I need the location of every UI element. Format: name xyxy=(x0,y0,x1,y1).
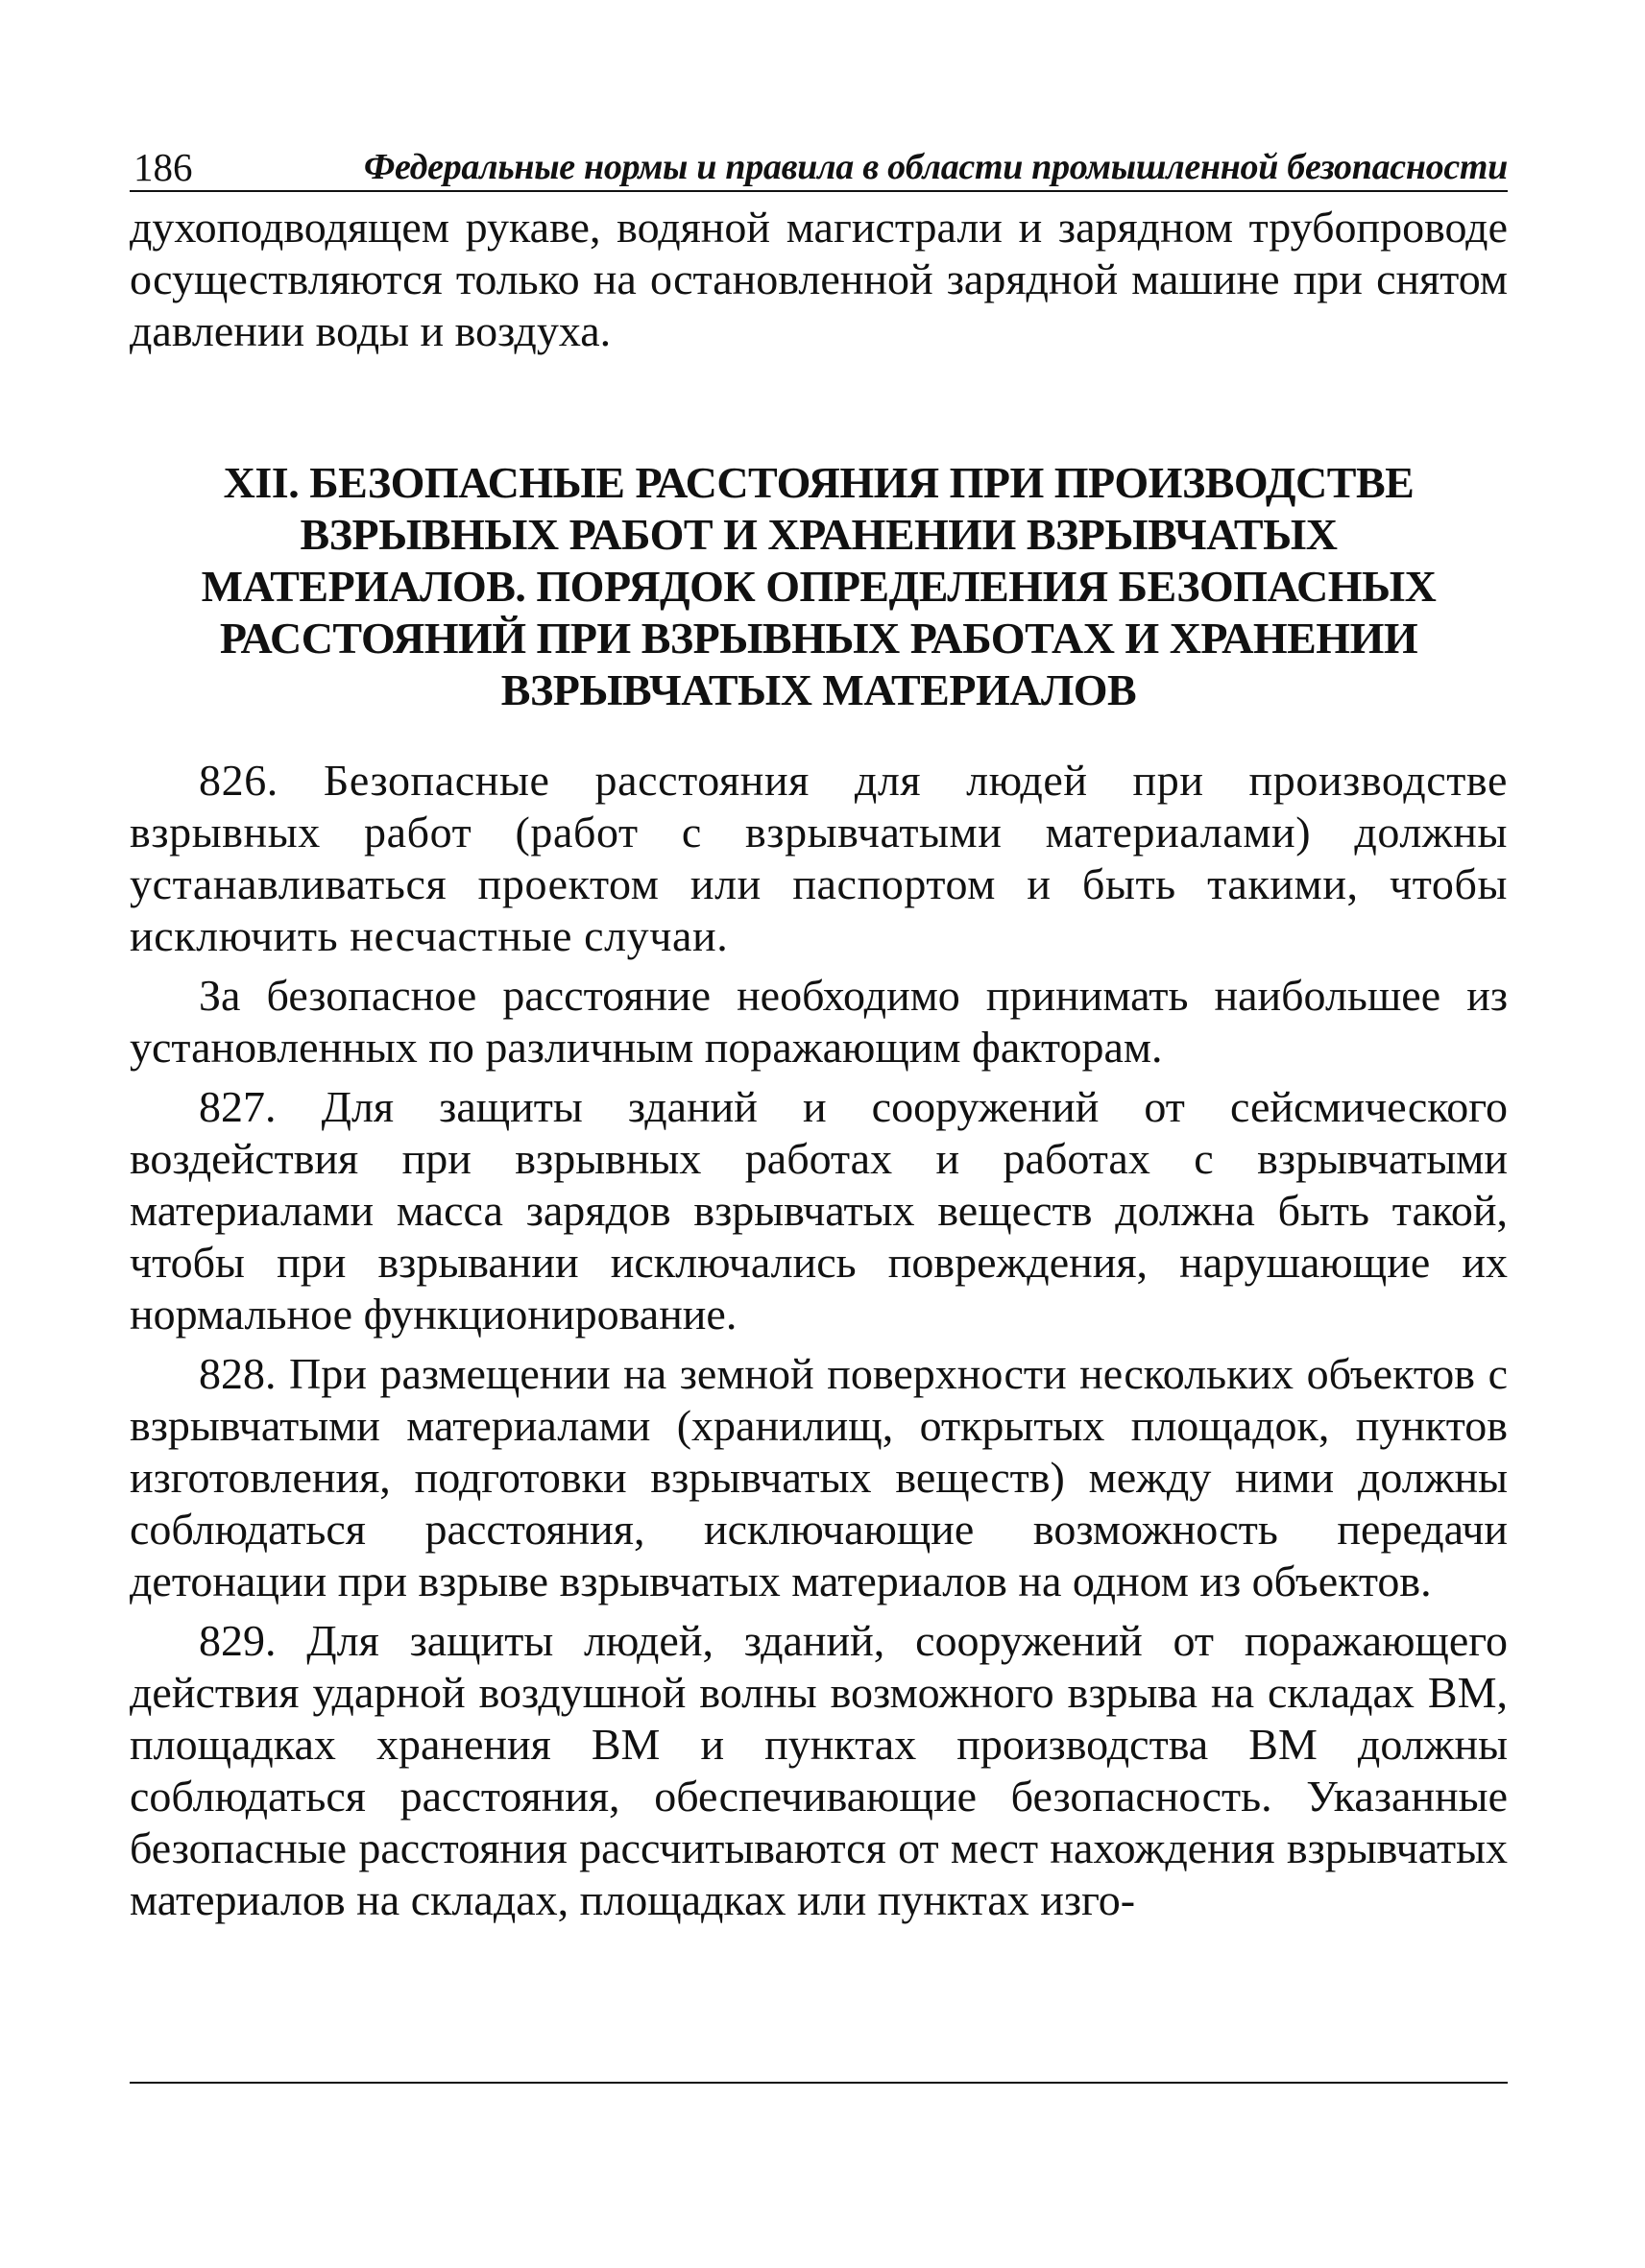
section-heading-line: РАССТОЯНИЙ ПРИ ВЗРЫВНЫХ РАБОТАХ И ХРАНЕНИИ xyxy=(219,614,1418,663)
book-page xyxy=(130,144,1508,1934)
bottom-rule xyxy=(130,2082,1508,2084)
section-heading-line: ВЗРЫВНЫХ РАБОТ И ХРАНЕНИИ ВЗРЫВЧАТЫХ xyxy=(300,510,1338,559)
paragraph-826: 826. Безопасные расстояния для людей при производстве взрывных работ (работ с взрывчатыми материалами) должны устанавливаться проектом или паспортом и быть такими, чтобы исключить несчастные случаи. xyxy=(130,756,1508,960)
continuation-paragraph: духоподводящем рукаве, водяной магистрали и зарядном трубопроводе осуществляются только на остановленной зарядной машине при снятом давлении воды и воздуха. xyxy=(130,203,1508,355)
section-heading xyxy=(130,457,1508,716)
section-heading-line: МАТЕРИАЛОВ. ПОРЯДОК ОПРЕДЕЛЕНИЯ БЕЗОПАСНЫХ xyxy=(201,562,1437,611)
paragraph-827: 827. Для защиты зданий и сооружений от сейсмического воздействия при взрывных работах и работах с взрывчатыми материалами масса зарядов взрывчатых веществ должна быть такой, чтобы при взрывании исключались повреждения, нарушающие их нормальное функционирование. xyxy=(130,1082,1508,1339)
page-number: 186 xyxy=(133,145,193,189)
running-header xyxy=(130,144,1508,192)
paragraph-828: 828. При размещении на земной поверхности нескольких объектов с взрывчатыми материалами (хранилищ, открытых площадок, пунктов изготовления, подготовки взрывчатых веществ) между ними должны соблюдаться расстояния, исключающие возможность передачи детонации при взрыве взрывчатых материалов на одном из объектов. xyxy=(130,1349,1508,1605)
paragraph-826-note: За безопасное расстояние необходимо принимать наибольшее из установленных по различным поражающим факторам. xyxy=(130,971,1508,1072)
running-title: Федеральные нормы и правила в области промышленной безопасности xyxy=(363,147,1508,187)
section-heading-line: XII. БЕЗОПАСНЫЕ РАССТОЯНИЯ ПРИ ПРОИЗВОДСТВЕ xyxy=(223,458,1415,507)
section-heading-line: ВЗРЫВЧАТЫХ МАТЕРИАЛОВ xyxy=(500,665,1137,714)
paragraph-829: 829. Для защиты людей, зданий, сооружений от поражающего действия ударной воздушной волны возможного взрыва на складах ВМ, площадках хранения ВМ и пунктах производства ВМ должны соблюдаться расстояния, обеспечивающие безопасность. Указанные безопасные расстояния рассчитываются от мест нахождения взрывчатых материалов на складах, площадках или пунктах изго- xyxy=(130,1616,1508,1924)
